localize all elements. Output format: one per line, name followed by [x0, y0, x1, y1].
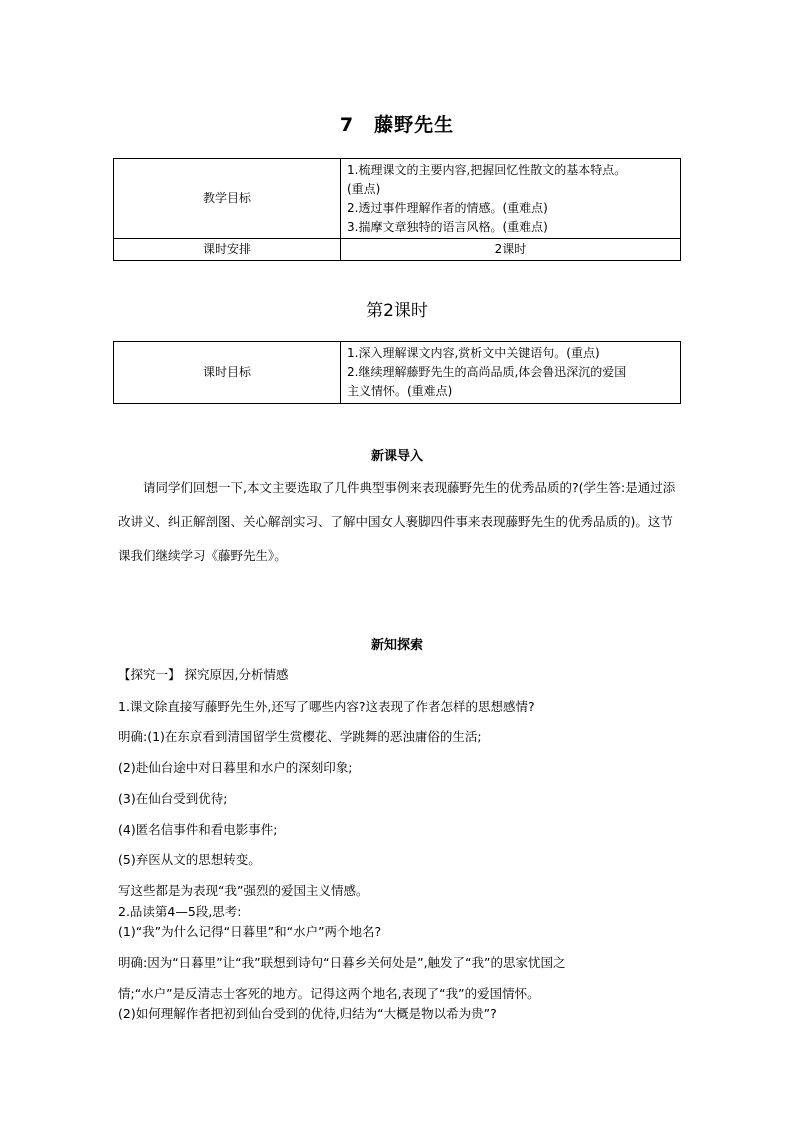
sub-question: (1)“我”为什么记得“日暮里”和“水户”两个地名?	[118, 924, 382, 939]
intro-heading: 新课导入	[370, 449, 423, 464]
goal-line: (重点)	[347, 181, 381, 196]
goal-line: 1.梳理课文的主要内容,把握回忆性散文的基本特点。	[347, 162, 627, 177]
lesson-goals-label: 课时目标	[114, 342, 341, 404]
schedule-value: 2课时	[341, 239, 681, 261]
summary-line: 写这些都是为表现“我”强烈的爱国主义情感。	[118, 883, 369, 898]
goal-line: 主义情怀。(重难点)	[347, 384, 453, 398]
intro-paragraph: 请同学们回想一下,本文主要选取了几件典型事例来表现藤野先生的优秀品质的?(学生答:是通过添改讲义、纠正解剖图、关心解剖实习、了解中国女人裹脚四件事来表现藤野先生的优秀品质的)。这节课我们继续学习《藤野先生》。	[118, 480, 676, 563]
answer-line: 明确:因为“日暮里”让“我”联想到诗句“日暮乡关何处是”,触发了“我”的思家忧国之	[118, 955, 566, 970]
teaching-goals-cell	[341, 159, 681, 239]
teaching-goals-label: 教学目标	[114, 159, 341, 239]
section-heading: 【探究一】 探究原因,分析情感	[118, 667, 289, 682]
goal-line: 1.深入理解课文内容,赏析文中关键语句。(重点)	[347, 346, 600, 360]
lesson-goals-table	[113, 341, 681, 404]
question-1: 1.课文除直接写藤野先生外,还写了哪些内容?这表现了作者怎样的思想感情?	[118, 699, 535, 714]
teaching-goals-table	[113, 158, 681, 261]
schedule-label: 课时安排	[114, 239, 341, 261]
goal-line: 3.揣摩文章独特的语言风格。(重难点)	[347, 219, 548, 234]
goal-line: 2.继续理解藤野先生的高尚品质,体会鲁迅深沉的爱国	[347, 365, 627, 379]
answer-line: (3)在仙台受到优待;	[118, 791, 228, 806]
explore-heading: 新知探索	[370, 638, 423, 653]
goal-line: 2.透过事件理解作者的情感。(重难点)	[347, 200, 548, 215]
lesson-title: 第2课时	[366, 301, 428, 321]
answer-line: (5)弃医从文的思想转变。	[118, 852, 261, 867]
answer-line: (4)匿名信事件和看电影事件;	[118, 822, 278, 837]
question-2: 2.品读第4—5段,思考:	[118, 904, 242, 919]
lesson-goals-cell	[341, 342, 681, 404]
answer-line: 明确:(1)在东京看到清国留学生赏樱花、学跳舞的恶浊庸俗的生活;	[118, 729, 482, 744]
document-title: 7 藤野先生	[339, 114, 455, 136]
answer-line: (2)赴仙台途中对日暮里和水户的深刻印象;	[118, 760, 353, 775]
sub-question: (2)如何理解作者把初到仙台受到的优待,归结为“大概是物以希为贵”?	[118, 1006, 497, 1021]
answer-line: 情;“水户”是反清志士客死的地方。记得这两个地名,表现了“我”的爱国情怀。	[118, 986, 540, 1001]
